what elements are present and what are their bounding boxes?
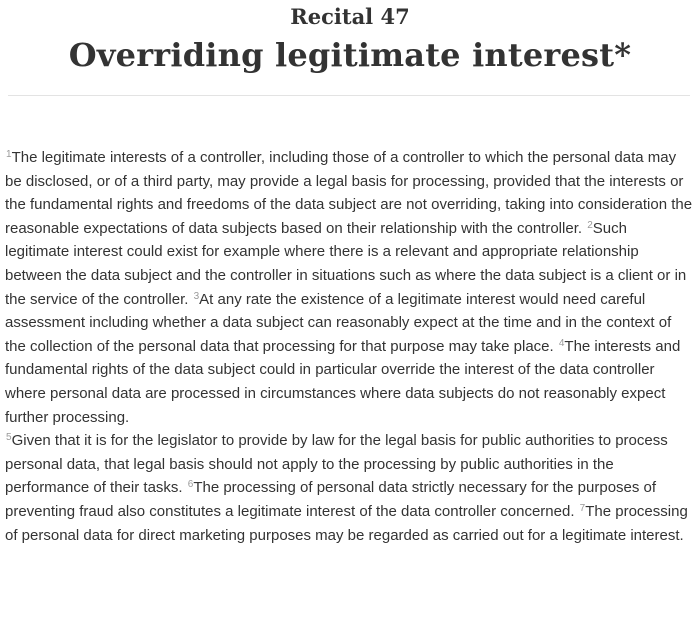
sentence-number: 3 [193, 290, 200, 302]
recital-body [5, 146, 693, 547]
sentence-text: At any rate the existence of a legitimate interest would need careful assessment including whether a data subject can reasonably expect at the time and in the context of the collection of the personal data that processing for that purpose may take place. [5, 290, 672, 355]
sentence-number: 4 [558, 337, 565, 349]
recital-number: Recital 47 [290, 4, 410, 29]
recital-header [0, 0, 700, 78]
sentence-number: 1 [6, 149, 12, 160]
sentence-number: 2 [587, 219, 593, 231]
recital-title: Overriding legitimate interest* [68, 36, 632, 74]
header-divider [8, 95, 690, 96]
sentence-text: Given that it is for the legislator to provide by law for the legal basis for public authorities to process personal data, that legal basis should not apply to the processing by public authorities in the performance of their tasks. [5, 432, 668, 497]
sentence-number: 6 [187, 479, 194, 491]
sentence-text: The legitimate interests of a controller, including those of a controller to which the personal data may be disclosed, or of a third party, may provide a legal basis for processing, provided that the interests or the fundamental rights and freedoms of the data subject are not overriding, taking into consideration the reasonable expectations of data subjects based on their relationship with the controller. [5, 149, 693, 237]
sentence-text: Such legitimate interest could exist for example where there is a relevant and appropriate relationship between the data subject and the controller in situations such as where the data subject is a client or in the service of the controller. [5, 219, 687, 308]
sentence-text: The processing of personal data for direct marketing purposes may be regarded as carried out for a legitimate interest. [5, 502, 688, 544]
sentence-text: The processing of personal data strictly necessary for the purposes of preventing fraud also constitutes a legitimate interest of the data controller concerned. [5, 479, 657, 520]
sentence-text: The interests and fundamental rights of the data subject could in particular override the interest of the data controller where personal data are processed in circumstances where data subjects do not reasonably expect further processing. [5, 337, 681, 426]
sentence-number: 5 [6, 432, 12, 444]
sentence-number: 7 [579, 502, 586, 514]
